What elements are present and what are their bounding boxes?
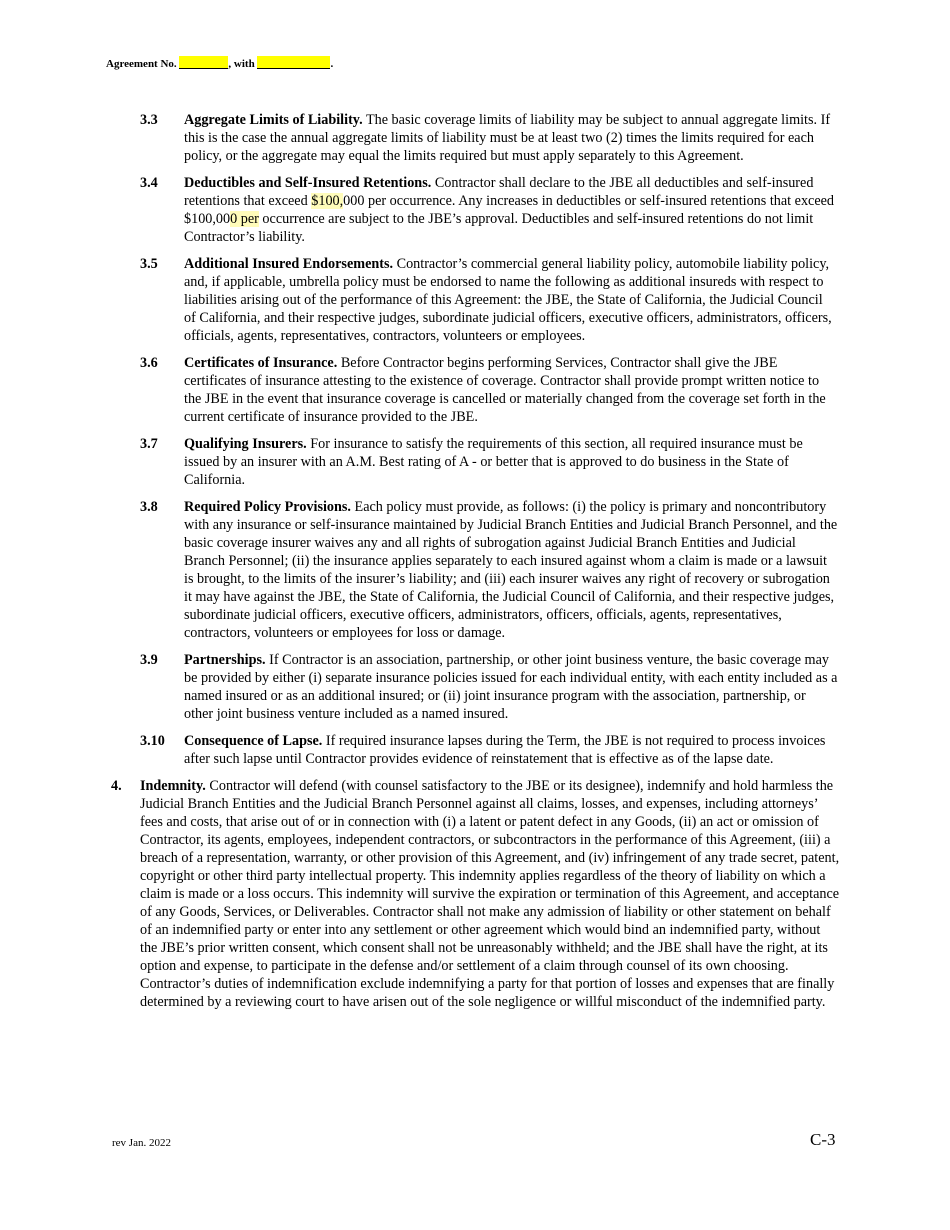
section-title: Required Policy Provisions. [184, 499, 351, 515]
section-number: 3.7 [140, 436, 158, 452]
highlighted-text: 0 per [230, 211, 259, 227]
party-name-blank [257, 56, 330, 69]
section-3-7 [0, 435, 838, 489]
section-title: Additional Insured Endorsements. [184, 256, 394, 272]
section-3-8 [0, 498, 838, 642]
section-body: If Contractor is an association, partnership, or other joint business venture, the basic coverage may be provided by either (i) separate insurance policies issued for each individual entity, with each entity included as a named insured or as an additional insured; or (ii) joint insurance program with the association, partnership, or other joint business venture included as a named insured. [184, 652, 838, 722]
section-3-4 [0, 174, 838, 246]
section-body: The basic coverage limits of liability may be subject to annual aggregate limits. If this is the case the annual aggregate limits of liability must be at least two (2) times the limits required for each policy, or the aggregate may equal the limits required but must apply separately to this Agreement. [184, 112, 831, 164]
section-title: Certificates of Insurance. [184, 355, 338, 371]
section-number: 3.6 [140, 355, 158, 371]
section-title: Aggregate Limits of Liability. [184, 112, 363, 128]
section-3-9 [0, 651, 838, 723]
section-3-3 [0, 111, 838, 165]
section-4-indemnity [0, 777, 840, 1011]
section-title: Consequence of Lapse. [184, 733, 323, 749]
section-body: For insurance to satisfy the requirements of this section, all required insurance must be issued by an insurer with an A.M. Best rating of A - or better that is approved to do business in the State of California. [184, 436, 803, 488]
section-number: 3.3 [140, 112, 158, 128]
page-number: C-3 [810, 1130, 836, 1149]
section-number: 3.10 [140, 733, 165, 749]
section-title: Partnerships. [184, 652, 266, 668]
section-title: Indemnity. [140, 778, 206, 794]
section-number: 4. [111, 778, 122, 794]
agreement-header [106, 56, 333, 70]
section-body: 000 per occurrence. Any increases in deductibles or self-insured retentions that exceed $100,00 [184, 193, 835, 227]
revision-date: rev Jan. 2022 [112, 1137, 171, 1149]
section-title: Deductibles and Self-Insured Retentions. [184, 175, 432, 191]
section-number: 3.8 [140, 499, 158, 515]
section-number: 3.4 [140, 175, 158, 191]
section-3-5 [0, 255, 838, 345]
section-body: Contractor’s commercial general liability policy, automobile liability policy, and, if applicable, umbrella policy must be endorsed to name the following as additional insureds with respect to liabilities arising out of the performance of this Agreement: the JBE, the State of California, the Judicial Council of California, and their respective judges, subordinate judicial officers, executive officers, administrators, officers, officials, agents, representatives, contractors, volunteers or employees. [184, 256, 832, 344]
header-suffix: . [330, 58, 334, 70]
section-body: Contractor shall declare to the JBE all deductibles and self-insured retentions that exceed [184, 175, 814, 209]
highlighted-text: $100, [311, 193, 344, 209]
section-title: Qualifying Insurers. [184, 436, 307, 452]
section-3-6 [0, 354, 838, 426]
section-body: occurrence are subject to the JBE’s approval. Deductibles and self-insured retentions do not limit Contractor’s liability. [184, 211, 814, 245]
section-body: Before Contractor begins performing Services, Contractor shall give the JBE certificates of insurance attesting to the existence of coverage. Contractor shall provide prompt written notice to the JBE in the event that insurance coverage is cancelled or materially changed from the coverage set forth in the current certificate of insurance provided to the JBE. [184, 355, 826, 425]
header-prefix: Agreement No. [106, 58, 177, 70]
agreement-number-blank [179, 56, 228, 69]
header-middle: , with [228, 58, 255, 70]
section-number: 3.9 [140, 652, 158, 668]
section-body: If required insurance lapses during the Term, the JBE is not required to process invoices after such lapse until Contractor provides evidence of reinstatement that is effective as of the lapse date. [184, 733, 826, 767]
section-body: Each policy must provide, as follows: (i) the policy is primary and noncontributory with any insurance or self-insurance maintained by Judicial Branch Entities and Judicial Branch Personnel, and the basic coverage insurer waives any and all rights of subrogation against Judicial Branch Entities and Judicial Branch Personnel; (ii) the insurance applies separately to each insured against whom a claim is made or a lawsuit is brought, to the limits of the insurer’s liability; and (iii) each insurer waives any right of recovery or subrogation it may have against the JBE, the State of California, the Judicial Council of California, and their respective judges, subordinate judicial officers, executive officers, administrators, officers, officials, agents, representatives, contractors, volunteers or employees for loss or damage. [184, 499, 838, 641]
section-body: Contractor will defend (with counsel satisfactory to the JBE or its designee), indemnify and hold harmless the Judicial Branch Entities and the Judicial Branch Personnel against all claims, losses, and expenses, including attorneys’ fees and costs, that arise out of or in connection with (i) a latent or patent defect in any Goods, (ii) an act or omission of Contractor, its agents, employees, independent contractors, or subcontractors in the performance of this Agreement, (iii) a breach of a representation, warranty, or other provision of this Agreement, and (iv) infringement of any trade secret, patent, copyright or other third party intellectual property. This indemnity applies regardless of the theory of liability on which a claim is made or a loss occurs. This indemnity will survive the expiration or termination of this Agreement, and acceptance of any Goods, Services, or Deliverables. Contractor shall not make any admission of liability or other statement on behalf of an indemnified party or enter into any settlement or other agreement which would bind an indemnified party, without the JBE’s prior written consent, which consent shall not be unreasonably withheld; and the JBE shall have the right, at its option and expense, to participate in the defense and/or settlement of a claim through counsel of its own choosing. Contractor’s duties of indemnification exclude indemnifying a party for that portion of losses and expenses that are finally determined by a reviewing court to have arisen out of the sole negligence or willful misconduct of the indemnified party. [140, 778, 840, 1010]
section-number: 3.5 [140, 256, 158, 272]
section-3-10 [0, 732, 838, 768]
document-body [0, 111, 950, 1020]
